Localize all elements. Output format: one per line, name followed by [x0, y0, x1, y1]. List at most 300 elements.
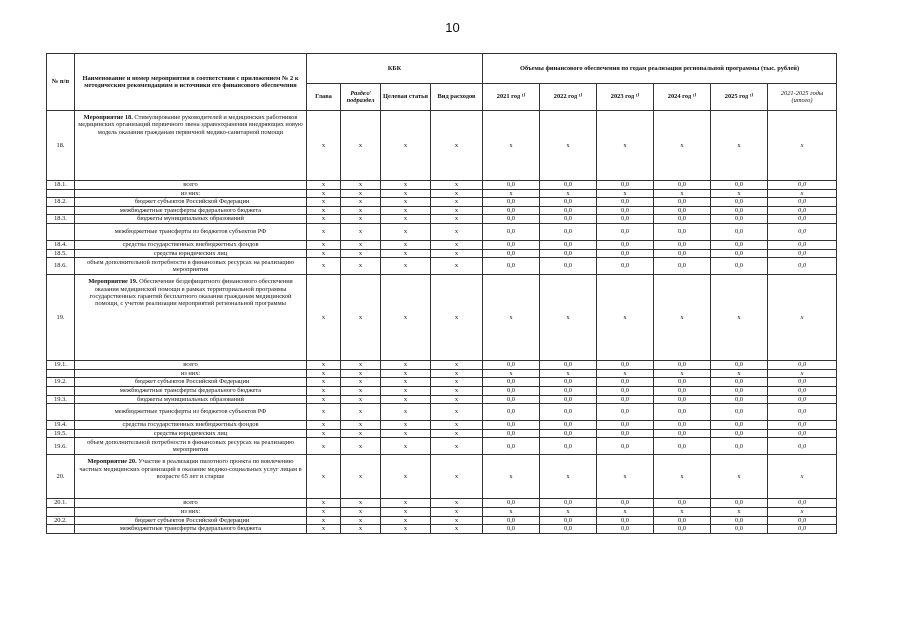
header-name: Наименование и номер мероприятия в соответствии с приложением № 2 к методическим рекомендациям и источники его финансового обеспечения — [75, 54, 307, 111]
row-value: x — [431, 240, 483, 249]
row-value: x — [381, 198, 431, 207]
event-title — [75, 455, 307, 499]
row-value: 0,0 — [597, 378, 654, 387]
row-value: x — [483, 369, 540, 378]
row-value: 0,0 — [654, 395, 711, 404]
row-value: x — [540, 189, 597, 198]
row-value: 0,0 — [483, 206, 540, 215]
row-number: 19.5. — [47, 429, 75, 438]
row-value: x — [431, 258, 483, 275]
row-value: x — [341, 525, 381, 534]
row-number: 18.1. — [47, 181, 75, 190]
row-value: x — [431, 189, 483, 198]
row-value: 0,0 — [711, 516, 768, 525]
row-value: x — [431, 429, 483, 438]
row-number: 18.4. — [47, 240, 75, 249]
event-value: x — [597, 455, 654, 499]
row-value: 0,0 — [654, 421, 711, 430]
row-value: x — [341, 181, 381, 190]
row-value: 0,0 — [768, 438, 837, 455]
table-row — [47, 429, 837, 438]
row-value: 0,0 — [483, 421, 540, 430]
row-value: x — [307, 386, 341, 395]
row-value: 0,0 — [768, 223, 837, 240]
row-label: бюджеты муниципальных образований — [75, 395, 307, 404]
row-value: 0,0 — [768, 429, 837, 438]
row-value: 0,0 — [597, 499, 654, 508]
row-number — [47, 507, 75, 516]
row-label: бюджеты муниципальных образований — [75, 215, 307, 224]
table-body — [47, 111, 837, 534]
row-value: 0,0 — [540, 223, 597, 240]
row-value: 0,0 — [483, 181, 540, 190]
row-value: 0,0 — [711, 386, 768, 395]
row-value: x — [341, 516, 381, 525]
row-label: всего — [75, 181, 307, 190]
row-value: x — [307, 223, 341, 240]
row-value: 0,0 — [654, 438, 711, 455]
row-value: x — [381, 507, 431, 516]
row-value: 0,0 — [654, 215, 711, 224]
row-value: 0,0 — [711, 404, 768, 421]
row-value: x — [381, 386, 431, 395]
event-title-bold: Мероприятие 20. — [87, 458, 137, 466]
row-value: x — [431, 525, 483, 534]
row-value: 0,0 — [483, 395, 540, 404]
row-label: бюджет субъектов Российской Федерации — [75, 378, 307, 387]
table-row — [47, 181, 837, 190]
row-value: 0,0 — [597, 421, 654, 430]
event-value: x — [307, 275, 341, 361]
row-value: x — [431, 438, 483, 455]
header-year-2021: 2021 год ¹⁾ — [483, 84, 540, 111]
row-value: x — [341, 507, 381, 516]
row-value: x — [341, 395, 381, 404]
row-value: 0,0 — [711, 223, 768, 240]
row-number: 18.3. — [47, 215, 75, 224]
event-row — [47, 111, 837, 181]
row-value: 0,0 — [711, 215, 768, 224]
row-number — [47, 369, 75, 378]
event-value: x — [431, 455, 483, 499]
row-value: x — [431, 206, 483, 215]
row-value: 0,0 — [768, 206, 837, 215]
row-value: 0,0 — [483, 240, 540, 249]
table-row — [47, 215, 837, 224]
event-title — [75, 111, 307, 181]
row-value: x — [381, 189, 431, 198]
row-value: 0,0 — [768, 525, 837, 534]
row-value: x — [381, 361, 431, 370]
row-value: x — [307, 421, 341, 430]
event-value: x — [381, 111, 431, 181]
table-row — [47, 189, 837, 198]
row-value: 0,0 — [597, 361, 654, 370]
row-value: 0,0 — [711, 378, 768, 387]
header-kbk-section: Раздел/ подраздел — [341, 84, 381, 111]
page-number: 10 — [445, 20, 460, 35]
table-row — [47, 499, 837, 508]
row-label: межбюджетные трансферты из бюджетов субъектов РФ — [75, 223, 307, 240]
row-number — [47, 189, 75, 198]
row-value: 0,0 — [654, 258, 711, 275]
event-value: x — [381, 455, 431, 499]
event-value: x — [654, 275, 711, 361]
row-value: x — [711, 507, 768, 516]
event-value: x — [768, 275, 837, 361]
row-number — [47, 223, 75, 240]
row-value: 0,0 — [540, 249, 597, 258]
row-value: 0,0 — [540, 198, 597, 207]
row-value: x — [307, 240, 341, 249]
row-value: x — [381, 421, 431, 430]
header-number: № п/п — [47, 54, 75, 111]
row-value: x — [307, 189, 341, 198]
row-value: 0,0 — [711, 438, 768, 455]
row-value: x — [431, 404, 483, 421]
row-value: 0,0 — [540, 240, 597, 249]
row-value: 0,0 — [540, 438, 597, 455]
event-row — [47, 455, 837, 499]
row-value: x — [341, 386, 381, 395]
row-value: 0,0 — [483, 499, 540, 508]
table-row — [47, 404, 837, 421]
event-title-text: Обеспечение бездефицитного финансового обеспечения оказания медицинской помощи в рамках территориальной программы государственных гарантий бесплатного оказания гражданам медицинской помощи, с учетом реализации мероприятий региональной программы — [89, 278, 293, 308]
event-value: x — [654, 455, 711, 499]
row-value: 0,0 — [711, 240, 768, 249]
row-value: x — [341, 499, 381, 508]
row-value: 0,0 — [483, 223, 540, 240]
table-row — [47, 386, 837, 395]
row-value: 0,0 — [540, 404, 597, 421]
row-value: 0,0 — [540, 181, 597, 190]
row-value: x — [307, 499, 341, 508]
row-value: x — [341, 369, 381, 378]
row-value: 0,0 — [483, 404, 540, 421]
row-value: 0,0 — [711, 206, 768, 215]
event-number: 18. — [47, 111, 75, 181]
row-value: x — [341, 361, 381, 370]
event-value: x — [768, 111, 837, 181]
event-value: x — [381, 275, 431, 361]
event-title-text: Стимулирование руководителей и медицинских работников медицинских организаций первичного звена здравоохранения внедряющих новую модель оказания гражданам первичной медико-санитарной помощи — [78, 114, 303, 136]
row-value: 0,0 — [768, 378, 837, 387]
row-value: x — [341, 404, 381, 421]
table-row — [47, 369, 837, 378]
row-value: 0,0 — [597, 404, 654, 421]
event-value: x — [711, 455, 768, 499]
row-value: 0,0 — [768, 198, 837, 207]
row-label: межбюджетные трансферты из бюджетов субъектов РФ — [75, 404, 307, 421]
row-value: 0,0 — [483, 429, 540, 438]
row-value: x — [341, 223, 381, 240]
row-value: 0,0 — [768, 404, 837, 421]
row-value: x — [597, 189, 654, 198]
row-number: 18.5. — [47, 249, 75, 258]
table-row — [47, 395, 837, 404]
row-value: 0,0 — [483, 378, 540, 387]
row-value: 0,0 — [654, 198, 711, 207]
row-value: 0,0 — [654, 386, 711, 395]
event-value: x — [483, 455, 540, 499]
row-value: x — [483, 507, 540, 516]
row-value: x — [431, 215, 483, 224]
row-value: x — [341, 198, 381, 207]
row-label: межбюджетные трансферты федерального бюджета — [75, 386, 307, 395]
row-value: 0,0 — [654, 404, 711, 421]
event-value: x — [483, 275, 540, 361]
row-value: 0,0 — [768, 249, 837, 258]
row-number: 20.2. — [47, 516, 75, 525]
row-value: 0,0 — [483, 516, 540, 525]
row-value: x — [431, 181, 483, 190]
event-value: x — [597, 275, 654, 361]
row-value: x — [381, 429, 431, 438]
row-value: x — [341, 258, 381, 275]
header-year-2023: 2023 год ¹⁾ — [597, 84, 654, 111]
row-value: 0,0 — [711, 258, 768, 275]
event-value: x — [711, 275, 768, 361]
table-row — [47, 516, 837, 525]
row-value: x — [431, 361, 483, 370]
funding-table — [46, 53, 837, 534]
row-value: x — [341, 438, 381, 455]
event-value: x — [307, 455, 341, 499]
row-value: 0,0 — [597, 438, 654, 455]
table-row — [47, 438, 837, 455]
row-value: x — [381, 395, 431, 404]
row-value: x — [381, 404, 431, 421]
row-value: 0,0 — [540, 395, 597, 404]
row-value: x — [381, 258, 431, 275]
row-label: объем дополнительной потребности в финансовых ресурсах на реализацию мероприятия — [75, 258, 307, 275]
row-value: 0,0 — [711, 361, 768, 370]
row-value: 0,0 — [711, 421, 768, 430]
row-label: из них: — [75, 507, 307, 516]
table-row — [47, 507, 837, 516]
row-value: x — [381, 206, 431, 215]
row-number — [47, 386, 75, 395]
header-year-2024: 2024 год ¹⁾ — [654, 84, 711, 111]
row-value: x — [307, 206, 341, 215]
row-value: x — [341, 206, 381, 215]
header-kbk-target: Целевая статья — [381, 84, 431, 111]
row-value: 0,0 — [768, 361, 837, 370]
row-value: 0,0 — [654, 240, 711, 249]
row-value: x — [307, 258, 341, 275]
row-value: x — [307, 378, 341, 387]
row-value: 0,0 — [597, 429, 654, 438]
row-value: x — [307, 369, 341, 378]
row-value: 0,0 — [483, 361, 540, 370]
row-value: x — [540, 369, 597, 378]
table-row — [47, 249, 837, 258]
row-value: x — [341, 215, 381, 224]
row-value: x — [431, 386, 483, 395]
row-value: x — [341, 240, 381, 249]
row-value: x — [307, 429, 341, 438]
row-label: из них: — [75, 369, 307, 378]
row-label: объем дополнительной потребности в финансовых ресурсах на реализацию мероприятия — [75, 438, 307, 455]
row-value: 0,0 — [711, 249, 768, 258]
row-value: x — [431, 421, 483, 430]
row-value: x — [597, 507, 654, 516]
row-value: 0,0 — [540, 378, 597, 387]
event-value: x — [341, 275, 381, 361]
row-value: x — [381, 223, 431, 240]
row-value: x — [341, 421, 381, 430]
row-label: из них: — [75, 189, 307, 198]
row-value: 0,0 — [540, 516, 597, 525]
row-value: x — [711, 369, 768, 378]
row-value: 0,0 — [540, 386, 597, 395]
row-value: 0,0 — [654, 429, 711, 438]
row-value: x — [307, 215, 341, 224]
row-value: 0,0 — [654, 525, 711, 534]
row-value: x — [654, 369, 711, 378]
row-value: 0,0 — [597, 395, 654, 404]
event-value: x — [307, 111, 341, 181]
table-row — [47, 361, 837, 370]
row-value: 0,0 — [768, 258, 837, 275]
event-value: x — [540, 275, 597, 361]
event-value: x — [483, 111, 540, 181]
table-row — [47, 525, 837, 534]
row-value: 0,0 — [483, 249, 540, 258]
header-kbk: КБК — [307, 54, 483, 84]
row-value: x — [381, 378, 431, 387]
table-row — [47, 198, 837, 207]
row-value: x — [711, 189, 768, 198]
row-number: 19.1. — [47, 361, 75, 370]
row-value: x — [381, 525, 431, 534]
row-number: 19.2. — [47, 378, 75, 387]
row-value: x — [597, 369, 654, 378]
row-value: 0,0 — [654, 361, 711, 370]
row-label: средства государственных внебюджетных фондов — [75, 421, 307, 430]
row-value: 0,0 — [654, 378, 711, 387]
row-value: 0,0 — [483, 386, 540, 395]
row-value: x — [341, 249, 381, 258]
event-value: x — [711, 111, 768, 181]
row-value: 0,0 — [597, 386, 654, 395]
row-value: x — [431, 507, 483, 516]
event-number: 20. — [47, 455, 75, 499]
row-value: 0,0 — [483, 438, 540, 455]
row-value: 0,0 — [540, 499, 597, 508]
row-value: x — [307, 516, 341, 525]
row-value: x — [307, 361, 341, 370]
row-number — [47, 525, 75, 534]
row-value: 0,0 — [597, 240, 654, 249]
event-title-bold: Мероприятие 18. — [83, 114, 133, 121]
row-value: x — [307, 181, 341, 190]
row-value: x — [768, 507, 837, 516]
row-value: x — [341, 429, 381, 438]
row-value: 0,0 — [597, 516, 654, 525]
row-value: x — [307, 525, 341, 534]
row-value: x — [654, 189, 711, 198]
row-value: 0,0 — [597, 525, 654, 534]
event-title-text: Участие в реализации пилотного проекта по вовлечению частных медицинских организаций в оказание медико-социальных услуг лицам в возрасте 65 лет и старше — [79, 458, 302, 481]
row-value: 0,0 — [483, 525, 540, 534]
event-title-bold: Мероприятие 19. — [88, 278, 138, 286]
row-value: x — [381, 181, 431, 190]
row-label: средства юридических лиц — [75, 249, 307, 258]
row-value: 0,0 — [597, 206, 654, 215]
event-value: x — [540, 455, 597, 499]
table-row — [47, 378, 837, 387]
header-kbk-type: Вид расходов — [431, 84, 483, 111]
row-value: 0,0 — [768, 395, 837, 404]
row-number — [47, 206, 75, 215]
row-value: x — [654, 507, 711, 516]
row-value: 0,0 — [711, 525, 768, 534]
table-row — [47, 421, 837, 430]
row-value: x — [483, 189, 540, 198]
row-number: 19.3. — [47, 395, 75, 404]
row-number: 19.6. — [47, 438, 75, 455]
row-number — [47, 404, 75, 421]
row-value: 0,0 — [597, 249, 654, 258]
row-value: x — [307, 198, 341, 207]
row-value: x — [431, 249, 483, 258]
row-number: 19.4. — [47, 421, 75, 430]
event-value: x — [431, 275, 483, 361]
row-value: x — [431, 499, 483, 508]
row-value: 0,0 — [711, 499, 768, 508]
row-value: 0,0 — [768, 386, 837, 395]
row-value: 0,0 — [654, 206, 711, 215]
event-number: 19. — [47, 275, 75, 361]
row-value: x — [381, 516, 431, 525]
row-value: x — [381, 438, 431, 455]
row-value: 0,0 — [768, 499, 837, 508]
row-value: 0,0 — [768, 516, 837, 525]
row-value: x — [381, 369, 431, 378]
row-value: 0,0 — [597, 258, 654, 275]
row-value: x — [307, 438, 341, 455]
row-number: 18.2. — [47, 198, 75, 207]
row-label: средства юридических лиц — [75, 429, 307, 438]
event-value: x — [768, 455, 837, 499]
row-label: бюджет субъектов Российской Федерации — [75, 516, 307, 525]
row-value: 0,0 — [654, 223, 711, 240]
header-year-2022: 2022 год ¹⁾ — [540, 84, 597, 111]
row-value: 0,0 — [597, 198, 654, 207]
row-label: межбюджетные трансферты федерального бюджета — [75, 525, 307, 534]
row-value: 0,0 — [711, 198, 768, 207]
row-value: 0,0 — [483, 258, 540, 275]
row-value: 0,0 — [711, 181, 768, 190]
row-value: 0,0 — [540, 525, 597, 534]
row-value: 0,0 — [483, 215, 540, 224]
row-label: всего — [75, 361, 307, 370]
table-header — [47, 54, 837, 111]
event-value: x — [540, 111, 597, 181]
event-value: x — [597, 111, 654, 181]
table-row — [47, 206, 837, 215]
event-value: x — [431, 111, 483, 181]
row-value: x — [431, 516, 483, 525]
row-value: 0,0 — [768, 240, 837, 249]
row-value: 0,0 — [540, 258, 597, 275]
row-value: x — [381, 249, 431, 258]
row-value: 0,0 — [597, 223, 654, 240]
row-number: 20.1. — [47, 499, 75, 508]
row-value: x — [307, 395, 341, 404]
row-value: x — [307, 404, 341, 421]
